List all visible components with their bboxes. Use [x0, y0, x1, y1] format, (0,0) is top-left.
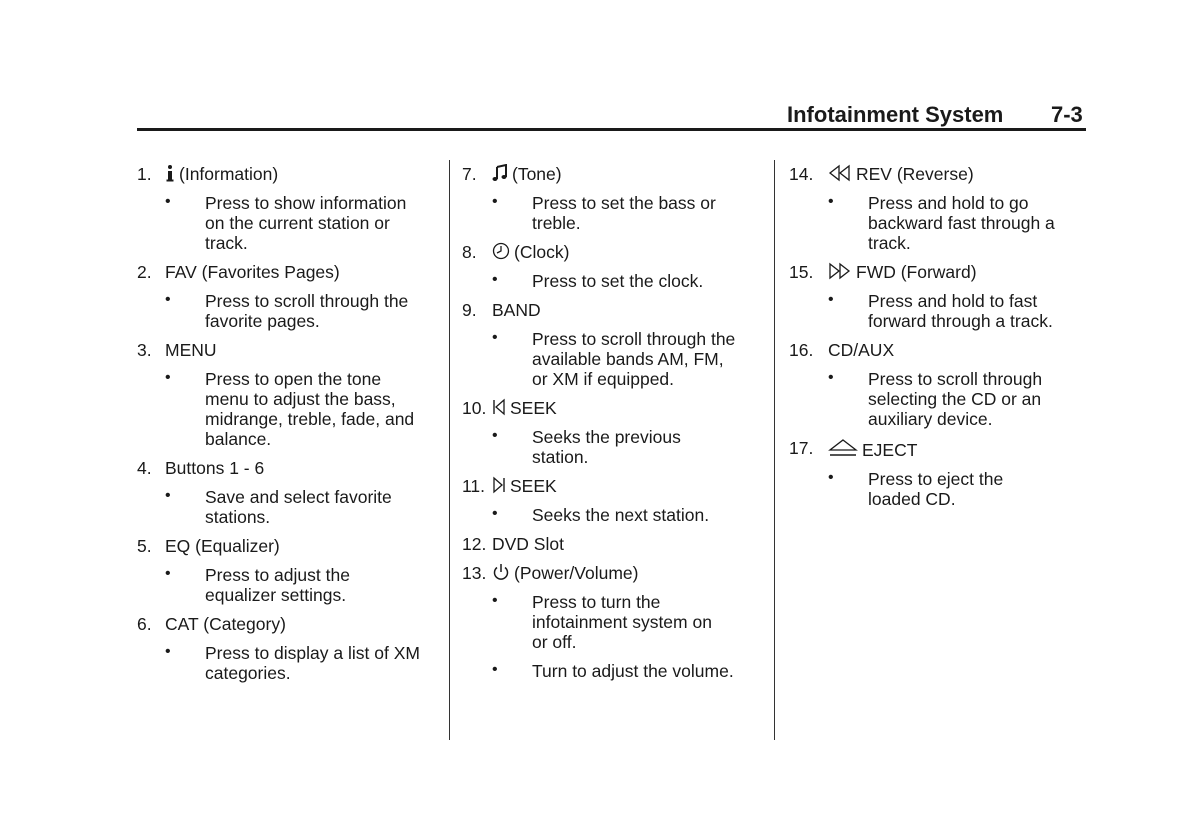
list-item [789, 438, 1089, 509]
bullet-text-line: Press to scroll through the [205, 291, 409, 311]
bullet-text-line: stations. [205, 507, 271, 527]
item-heading [492, 164, 762, 184]
item-label: SEEK [510, 398, 557, 418]
item-number: 6. [137, 614, 152, 634]
item-label: DVD Slot [492, 534, 564, 554]
bullet-text-line: Press to adjust the [205, 565, 350, 585]
bullet-text-line: track. [205, 233, 248, 253]
bullet-text-line: auxiliary device. [868, 409, 993, 429]
item-heading [165, 536, 437, 556]
seek-back-icon [492, 398, 506, 418]
item-label: (Clock) [514, 242, 570, 262]
item-label: EQ (Equalizer) [165, 536, 280, 556]
item-heading [165, 458, 437, 478]
bullet-point [165, 193, 437, 253]
item-heading [492, 534, 762, 554]
list-item [137, 458, 437, 527]
page-header [787, 102, 1087, 128]
bullet-icon: • [165, 369, 171, 386]
power-icon [492, 563, 510, 583]
bullet-text-line: backward fast through a [868, 213, 1055, 233]
item-number: 7. [462, 164, 477, 184]
bullet-text-line: categories. [205, 663, 291, 683]
item-label: (Information) [179, 164, 279, 184]
bullet-text-line: menu to adjust the bass, [205, 389, 396, 409]
bullet-text-line: Press and hold to fast [868, 291, 1038, 311]
page-number: 7-3 [1051, 102, 1083, 127]
bullet-text-line: Press to open the tone [205, 369, 382, 389]
bullet-point [165, 487, 437, 527]
bullet-point [492, 427, 762, 467]
bullet-icon: • [492, 329, 498, 346]
bullet-text-line: available bands AM, FM, [532, 349, 724, 369]
bullet-text-line: Seeks the next station. [532, 505, 710, 525]
bullet-point [828, 291, 1089, 331]
item-heading [165, 164, 437, 184]
item-heading [165, 340, 437, 360]
bullet-icon: • [165, 565, 171, 582]
bullet-text-line: equalizer settings. [205, 585, 347, 605]
list-item [462, 164, 762, 233]
bullet-icon: • [492, 271, 498, 288]
column-3 [789, 164, 1089, 518]
bullet-text-line: Press to scroll through the [532, 329, 736, 349]
item-number: 1. [137, 164, 152, 184]
item-label: (Tone) [512, 164, 562, 184]
bullet-text-line: selecting the CD or an [868, 389, 1042, 409]
list-item [462, 242, 762, 291]
item-heading [492, 300, 762, 320]
fast-forward-icon [828, 262, 852, 282]
item-number: 14. [789, 164, 814, 184]
item-heading [828, 438, 1089, 460]
item-number: 16. [789, 340, 814, 360]
bullet-icon: • [828, 291, 834, 308]
list-item [137, 164, 437, 253]
bullet-text-line: Press and hold to go [868, 193, 1029, 213]
bullet-icon: • [165, 193, 171, 210]
header-rule [137, 128, 1086, 131]
item-heading [828, 164, 1089, 184]
item-label: (Power/Volume) [514, 563, 639, 583]
item-heading [492, 476, 762, 496]
seek-forward-icon [492, 476, 506, 496]
list-item [137, 536, 437, 605]
item-heading [165, 614, 437, 634]
item-heading [492, 563, 762, 583]
bullet-point [492, 505, 762, 525]
bullet-text-line: infotainment system on [532, 612, 712, 632]
item-number: 17. [789, 438, 814, 458]
bullet-point [492, 661, 762, 681]
bullet-text-line: favorite pages. [205, 311, 320, 331]
column-divider [774, 160, 775, 740]
bullet-icon: • [492, 193, 498, 210]
bullet-point [165, 369, 437, 449]
bullet-icon: • [165, 291, 171, 308]
bullet-icon: • [492, 505, 498, 522]
bullet-point [492, 271, 762, 291]
bullet-point [165, 291, 437, 331]
bullet-icon: • [492, 661, 498, 678]
item-label: EJECT [862, 440, 918, 460]
bullet-text-line: on the current station or [205, 213, 390, 233]
bullet-point [828, 469, 1089, 509]
list-item [789, 164, 1089, 253]
item-label: BAND [492, 300, 541, 320]
column-divider [449, 160, 450, 740]
list-item [462, 476, 762, 525]
eject-icon [828, 438, 858, 460]
item-number: 13. [462, 563, 487, 583]
rewind-icon [828, 164, 852, 184]
bullet-point [492, 592, 762, 652]
info-icon [165, 164, 175, 184]
bullet-text-line: Seeks the previous [532, 427, 681, 447]
bullet-point [828, 193, 1089, 253]
bullet-icon: • [828, 469, 834, 486]
item-label: Buttons 1 - 6 [165, 458, 265, 478]
bullet-icon: • [492, 427, 498, 444]
bullet-text-line: loaded CD. [868, 489, 956, 509]
bullet-text-line: station. [532, 447, 589, 467]
bullet-text-line: forward through a track. [868, 311, 1053, 331]
item-number: 9. [462, 300, 477, 320]
list-item [462, 300, 762, 389]
item-number: 15. [789, 262, 814, 282]
list-item [462, 398, 762, 467]
bullet-point [492, 193, 762, 233]
item-number: 8. [462, 242, 477, 262]
item-number: 11. [462, 476, 486, 496]
item-number: 3. [137, 340, 152, 360]
bullet-text-line: track. [868, 233, 911, 253]
list-item [137, 262, 437, 331]
bullet-icon: • [165, 487, 171, 504]
item-label: MENU [165, 340, 217, 360]
bullet-text-line: Save and select favorite [205, 487, 392, 507]
item-label: REV (Reverse) [856, 164, 974, 184]
item-label: CD/AUX [828, 340, 895, 360]
column-1 [137, 164, 437, 692]
clock-icon [492, 242, 510, 262]
item-number: 4. [137, 458, 152, 478]
item-heading [492, 398, 762, 418]
list-item [137, 340, 437, 449]
bullet-point [165, 565, 437, 605]
bullet-icon: • [165, 643, 171, 660]
bullet-text-line: Turn to adjust the volume. [532, 661, 734, 681]
bullet-point [828, 369, 1089, 429]
item-heading [165, 262, 437, 282]
section-title: Infotainment System [787, 102, 1004, 127]
bullet-text-line: Press to display a list of XM [205, 643, 420, 663]
item-heading [828, 262, 1089, 282]
bullet-text-line: Press to show information [205, 193, 407, 213]
bullet-icon: • [828, 193, 834, 210]
bullet-text-line: or XM if equipped. [532, 369, 675, 389]
bullet-icon: • [828, 369, 834, 386]
bullet-icon: • [492, 592, 498, 609]
list-item [789, 262, 1089, 331]
bullet-text-line: treble. [532, 213, 581, 233]
list-item [789, 340, 1089, 429]
list-item [462, 534, 762, 554]
list-item [462, 563, 762, 681]
item-number: 5. [137, 536, 152, 556]
bullet-point [492, 329, 762, 389]
item-number: 10. [462, 398, 487, 418]
bullet-text-line: Press to set the bass or [532, 193, 716, 213]
item-label: FWD (Forward) [856, 262, 977, 282]
item-label: SEEK [510, 476, 557, 496]
bullet-text-line: midrange, treble, fade, and [205, 409, 415, 429]
bullet-text-line: or off. [532, 632, 577, 652]
item-number: 12. [462, 534, 487, 554]
column-2 [462, 164, 762, 690]
bullet-text-line: Press to set the clock. [532, 271, 704, 291]
music-note-icon [492, 164, 508, 184]
item-heading [828, 340, 1089, 360]
bullet-text-line: Press to turn the [532, 592, 661, 612]
bullet-text-line: balance. [205, 429, 272, 449]
item-heading [492, 242, 762, 262]
item-label: FAV (Favorites Pages) [165, 262, 340, 282]
bullet-point [165, 643, 437, 683]
item-number: 2. [137, 262, 152, 282]
list-item [137, 614, 437, 683]
bullet-text-line: Press to scroll through [868, 369, 1043, 389]
bullet-text-line: Press to eject the [868, 469, 1004, 489]
item-label: CAT (Category) [165, 614, 286, 634]
